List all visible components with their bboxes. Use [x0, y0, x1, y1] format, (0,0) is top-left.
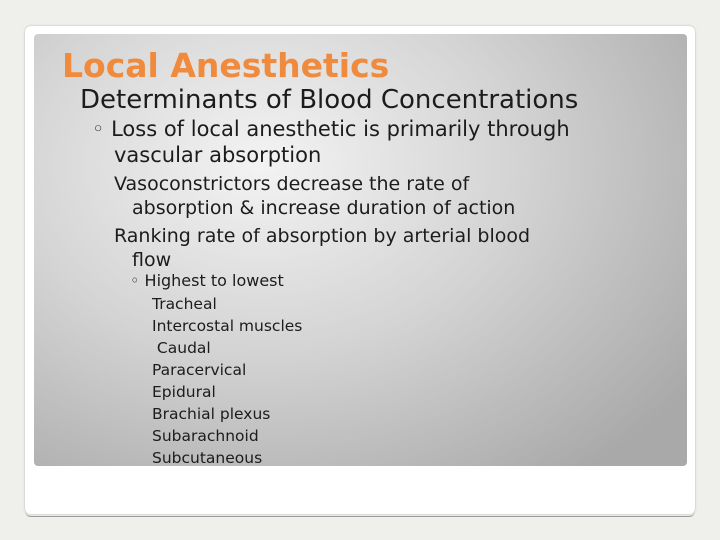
bullet-level3-vasoconstrictors	[114, 172, 515, 220]
slide-title: Local Anesthetics	[62, 46, 390, 85]
list-item	[152, 403, 270, 425]
bullet-level4	[130, 271, 284, 291]
list-item-label: Brachial plexus	[152, 405, 271, 423]
list-item-label: Tracheal	[152, 295, 217, 313]
list-item-label: Caudal	[152, 339, 211, 357]
circle-bullet-icon: ◦	[92, 117, 105, 141]
bullet-level4-text: Highest to lowest	[144, 271, 284, 290]
list-item-label: Subcutaneous	[152, 449, 263, 467]
circle-bullet-icon: ◦	[130, 271, 140, 290]
bullet-level1-text: Determinants of Blood Concentrations	[80, 85, 579, 115]
list-item	[152, 315, 302, 337]
list-item-label: Paracervical	[152, 361, 247, 379]
bullet-level3-line2: absorption & increase duration of action	[132, 197, 516, 219]
list-item	[152, 381, 216, 403]
bullet-level1	[80, 84, 578, 116]
list-item	[152, 447, 262, 469]
bullet-level3-line1: Vasoconstrictors decrease the rate of	[114, 173, 470, 195]
slide-bottom-rule	[25, 510, 695, 517]
bullet-level2-line2: vascular absorption	[114, 143, 322, 167]
bullet-level2	[92, 116, 682, 168]
list-item	[152, 359, 246, 381]
bullet-level3-ranking	[114, 224, 530, 272]
bullet-level2-line1: Loss of local anesthetic is primarily through	[111, 117, 570, 141]
list-item	[152, 425, 259, 447]
list-item-label: Epidural	[152, 383, 216, 401]
bullet-level3-line2: flow	[132, 249, 172, 271]
list-item-label: Subarachnoid	[152, 427, 259, 445]
list-item-label: Intercostal muscles	[152, 317, 303, 335]
list-item	[152, 293, 217, 315]
list-item	[152, 337, 211, 359]
bullet-level3-line1: Ranking rate of absorption by arterial blood	[114, 225, 531, 247]
